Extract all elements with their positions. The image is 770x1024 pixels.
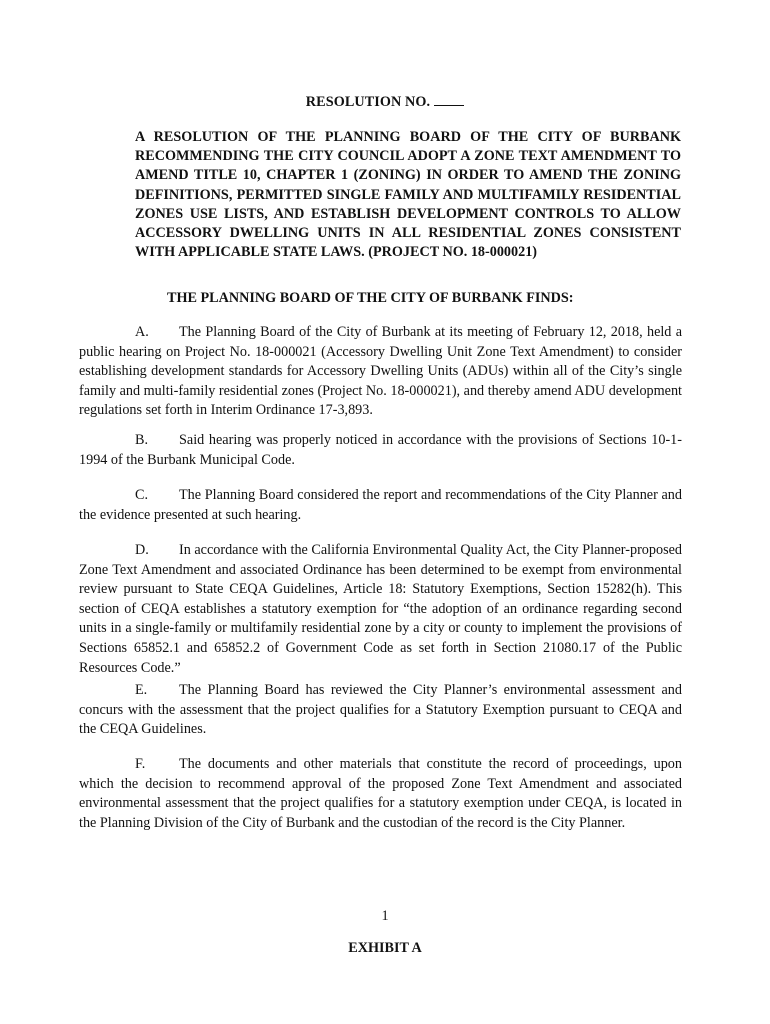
paragraph-label: A. [135, 324, 149, 340]
resolution-title: A RESOLUTION OF THE PLANNING BOARD OF THE CITY OF BURBANK RECOMMENDING THE CITY COUNCIL ADOPT A ZONE TEXT AMENDMENT TO AMEND TITLE 10, CHAPTER 1 (ZONING) IN ORDER TO AMEND THE ZONING DEFINITIONS, PERMITTED SINGLE FAMILY AND MULTIFAMILY RESIDENTIAL ZONES USE LISTS, AND ESTABLISH DEVELOPMENT CONTROLS TO ALLOW ACCESSORY DWELLING UNITS IN ALL RESIDENTIAL ZONES CONSISTENT WITH APPLICABLE STATE LAWS. (PROJECT NO. 18-000021) [135, 129, 681, 261]
paragraph-b [79, 431, 682, 470]
paragraph-label: C. [135, 487, 149, 503]
paragraph-text: The documents and other materials that constitute the record of proceedings, upon which the decision to recommend approval of the proposed Zone Text Amendment and associated environmental assessment that the project qualifies for a statutory exemption under CEQA, is located in the Planning Division of the City of Burbank and the custodian of the record is the City Planner. [79, 756, 682, 831]
paragraph-text: The Planning Board of the City of Burbank at its meeting of February 12, 2018, held a public hearing on Project No. 18-000021 (Accessory Dwelling Unit Zone Text Amendment) to consider establishing development standards for Accessory Dwelling Units (ADUs) within all of the City’s single family and multi-family residential zones (Project No. 18-000021), and thereby amend ADU development regulations set forth in Interim Ordinance 17-3,893. [79, 324, 682, 419]
paragraph-text: Said hearing was properly noticed in accordance with the provisions of Sections 10-1-1994 of the Burbank Municipal Code. [79, 432, 682, 468]
paragraph-text: In accordance with the California Environmental Quality Act, the City Planner-proposed Zone Text Amendment and associated Ordinance has been determined to be exempt from environmental review pursuant to State CEQA Guidelines, Article 18: Statutory Exemptions, Section 15282(h). This section of CEQA establishes a statutory exemption for “the adoption of an ordinance regarding second units in a single-family or multifamily residential zone by a city or county to implement the provisions of Sections 65852.1 and 65852.2 of Government Code as set forth in Section 21080.17 of the Public Resources Code.” [79, 542, 682, 676]
paragraph-a [79, 323, 682, 421]
resolution-number-blank [434, 93, 464, 106]
paragraph-text: The Planning Board has reviewed the City Planner’s environmental assessment and concurs with the assessment that the project qualifies for a Statutory Exemption pursuant to CEQA and the CEQA Guidelines. [79, 682, 682, 738]
paragraph-f [79, 755, 682, 833]
paragraph-text: The Planning Board considered the report and recommendations of the City Planner and the evidence presented at such hearing. [79, 487, 682, 523]
paragraph-label: F. [135, 756, 146, 772]
paragraph-label: E. [135, 682, 148, 698]
paragraph-e [79, 681, 682, 740]
paragraph-c [79, 486, 682, 525]
page-number: 1 [381, 908, 389, 924]
resolution-number-line [0, 93, 770, 111]
exhibit-label: EXHIBIT A [348, 940, 422, 956]
paragraph-label: D. [135, 542, 149, 558]
resolution-label: RESOLUTION NO. [305, 94, 431, 110]
finds-heading: THE PLANNING BOARD OF THE CITY OF BURBANK FINDS: [167, 290, 574, 306]
paragraph-d [79, 541, 682, 678]
paragraph-label: B. [135, 432, 149, 448]
